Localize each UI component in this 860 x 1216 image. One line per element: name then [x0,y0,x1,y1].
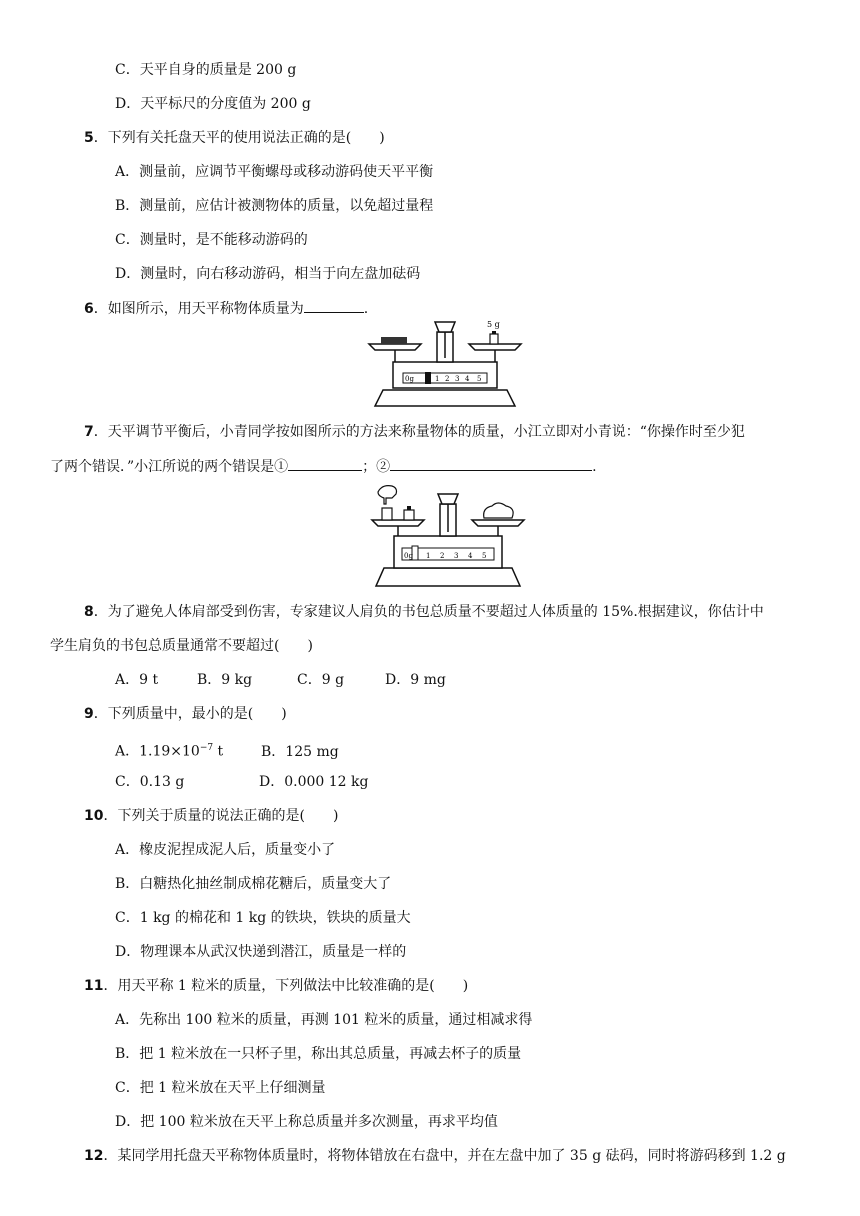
svg-text:5: 5 [482,552,487,560]
q8-option-d: D．9 mg [385,672,446,688]
q8-option-c: C．9 g [297,672,345,688]
q5-option-b: B．测量前，应估计被测物体的质量，以免超过量程 [115,198,434,214]
svg-text:0g: 0g [405,375,414,383]
question-text: ．下列质量中，最小的是( ) [93,706,287,722]
question-number: 6 [84,301,94,317]
balance-figure-2 [368,482,528,590]
svg-text:3: 3 [454,552,459,560]
weight-icon [490,334,498,344]
svg-text:3: 3 [455,375,460,383]
q8-options [115,670,446,690]
svg-text:2: 2 [440,552,445,560]
answer-blank-2[interactable] [390,456,592,471]
q11-option-b: B．把 1 粒米放在一只杯子里，称出其总质量，再减去杯子的质量 [115,1046,522,1062]
q5-option-c: C．测量时，是不能移动游码的 [115,232,308,248]
q8-option-b: B．9 kg [197,672,253,688]
question-8-line2: 学生肩负的书包总质量通常不要超过( ) [50,638,313,654]
q10-option-c: C．1 kg 的棉花和 1 kg 的铁块，铁块的质量大 [115,910,411,926]
svg-text:1: 1 [435,375,440,383]
q9-option-c: C．0.13 g [115,774,185,790]
separator: ；② [362,459,391,475]
q9-options-row1 [115,738,339,762]
weight-label: 5 g [487,320,500,329]
q9-option-d: D．0.000 12 kg [259,774,369,790]
q8-option-a: A．9 t [115,672,159,688]
q5-option-d: D．测量时，向右移动游码，相当于向左盘加砝码 [115,266,421,282]
question-number: 10 [84,808,104,824]
q4-option-d: D．天平标尺的分度值为 200 g [115,96,311,112]
question-7-stem [84,422,745,442]
question-text: 了两个错误．”小江所说的两个错误是① [50,459,289,475]
question-number: 11 [84,978,104,994]
question-text: ．下列关于质量的说法正确的是( ) [103,808,339,824]
answer-blank-1[interactable] [288,456,362,471]
question-8-stem [84,602,764,622]
question-number: 5 [84,130,94,146]
question-text: ．用天平称 1 粒米的质量，下列做法中比较准确的是( ) [103,978,469,994]
q10-option-d: D．物理课本从武汉快递到潜江，质量是一样的 [115,944,407,960]
answer-blank[interactable] [304,298,364,313]
period: . [363,301,369,317]
weight-icon [404,510,414,520]
balance-figure-1 [365,318,525,412]
question-5-stem [84,128,385,148]
q10-option-b: B．白糖热化抽丝制成棉花糖后，质量变大了 [115,876,392,892]
object-icon [484,503,513,518]
question-7-line2 [50,456,597,477]
q9-options-row2 [115,772,368,792]
q9-option-b: B．125 mg [261,743,339,760]
hand-icon [378,486,397,504]
period: . [592,459,597,475]
question-10-stem [84,806,338,826]
svg-text:4: 4 [468,552,473,560]
q10-option-a: A．橡皮泥捏成泥人后，质量变小了 [115,842,336,858]
q5-option-a: A．测量前，应调节平衡螺母或移动游码使天平平衡 [115,164,434,180]
question-11-stem [84,976,468,996]
object-block [381,337,407,344]
svg-text:5: 5 [477,375,482,383]
q11-option-a: A．先称出 100 粒米的质量，再测 101 粒米的质量，通过相减求得 [115,1012,533,1028]
question-number: 12 [84,1148,104,1164]
question-text: ．为了避免人体肩部受到伤害，专家建议人肩负的书包总质量不要超过人体质量的 15%.根据建议，你估计中 [93,604,764,620]
question-text: ．天平调节平衡后，小青同学按如图所示的方法来称量物体的质量，小江立即对小青说：“你操作时至少犯 [93,424,745,440]
question-12-stem [84,1146,786,1166]
rider [425,372,431,384]
svg-text:2: 2 [445,375,450,383]
question-text: ．如图所示，用天平称物体质量为 [93,301,304,317]
question-number: 7 [84,424,94,440]
q11-option-d: D．把 100 粒米放在天平上称总质量并多次测量，再求平均值 [115,1114,498,1130]
q9-option-a: A．$1.19\times 10^{-7}$ t [115,743,224,760]
question-6-stem [84,298,368,319]
question-number: 8 [84,604,94,620]
question-number: 9 [84,706,94,722]
question-9-stem [84,704,287,724]
svg-text:4: 4 [465,375,470,383]
svg-text:0g: 0g [404,552,413,560]
q4-option-c: C．天平自身的质量是 200 g [115,62,297,78]
svg-text:1: 1 [426,552,431,560]
weight-icon [382,508,392,520]
question-text: ．某同学用托盘天平称物体质量时，将物体错放在右盘中，并在左盘中加了 35 g 砝码，同时将游码移到 1.2 g [103,1148,786,1164]
q11-option-c: C．把 1 粒米放在天平上仔细测量 [115,1080,326,1096]
question-text: ．下列有关托盘天平的使用说法正确的是( ) [93,130,385,146]
